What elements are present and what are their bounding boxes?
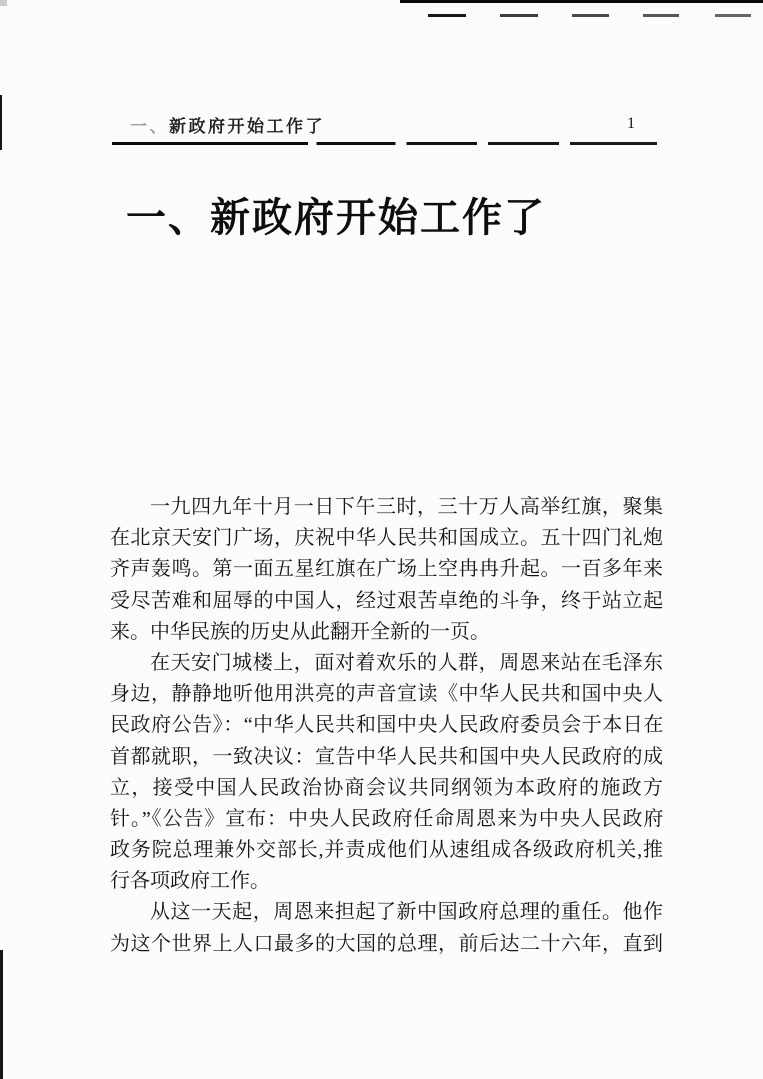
text-line: 一九四九年十月一日下午三时，三十万人高举红旗，聚集 xyxy=(150,496,663,518)
text-line: 从这一天起，周恩来担起了新中国政府总理的重任。他作 xyxy=(150,901,663,924)
page-number: 1 xyxy=(627,115,635,132)
scan-artifact-dash xyxy=(572,14,609,17)
scan-artifact-top-bar xyxy=(400,0,763,3)
paragraph xyxy=(110,648,663,898)
text-line: 受尽苦难和屈辱的中国人，经过艰苦卓绝的斗争，终于站立起 xyxy=(110,589,663,612)
text-line: 行各项政府工作。 xyxy=(110,870,270,893)
text-line: 立，接受中国人民政治协商会议共同纲领为本政府的施政方 xyxy=(110,776,663,799)
header-rule xyxy=(112,142,657,145)
text-line: 为这个世界上人口最多的大国的总理，前后达二十六年，直到 xyxy=(110,932,663,955)
scan-artifact-dash xyxy=(428,14,466,17)
scan-artifact-left-edge-bottom xyxy=(0,950,3,1079)
running-header xyxy=(130,112,325,137)
text-line: 政务院总理兼外交部长,并责成他们从速组成各级政府机关,推 xyxy=(110,839,663,862)
body-text xyxy=(110,492,663,960)
running-header-title: 新政府开始工作了 xyxy=(169,117,325,136)
text-line: 民政府公告》：“中华人民共和国中央人民政府委员会于本日在 xyxy=(110,714,663,737)
scan-artifact-dash xyxy=(715,14,751,17)
text-line: 在天安门城楼上，面对着欢乐的人群，周恩来站在毛泽东 xyxy=(150,651,663,674)
text-line: 首都就职，一致决议：宣告中华人民共和国中央人民政府的成 xyxy=(110,745,663,768)
scan-artifact-corner-mark xyxy=(0,0,7,6)
text-line: 齐声轰鸣。第一面五星红旗在广场上空冉冉升起。一百多年来 xyxy=(110,558,663,581)
chapter-title: 一、新政府开始工作了 xyxy=(126,195,546,241)
running-header-prefix: 一、 xyxy=(130,117,169,136)
text-line: 在北京天安门广场，庆祝中华人民共和国成立。五十四门礼炮 xyxy=(110,527,663,550)
text-line: 针。”《公告》宣布：中央人民政府任命周恩来为中央人民政府 xyxy=(110,807,663,830)
paragraph xyxy=(110,492,663,648)
scan-artifact-dash xyxy=(643,14,679,17)
text-line: 来。中华民族的历史从此翻开全新的一页。 xyxy=(110,620,490,643)
scan-artifact-dash xyxy=(500,14,538,17)
paragraph xyxy=(110,897,663,959)
text-line: 身边，静静地听他用洪亮的声音宣读《中华人民共和国中央人 xyxy=(110,683,663,706)
scan-artifact-left-edge-top xyxy=(0,95,2,150)
